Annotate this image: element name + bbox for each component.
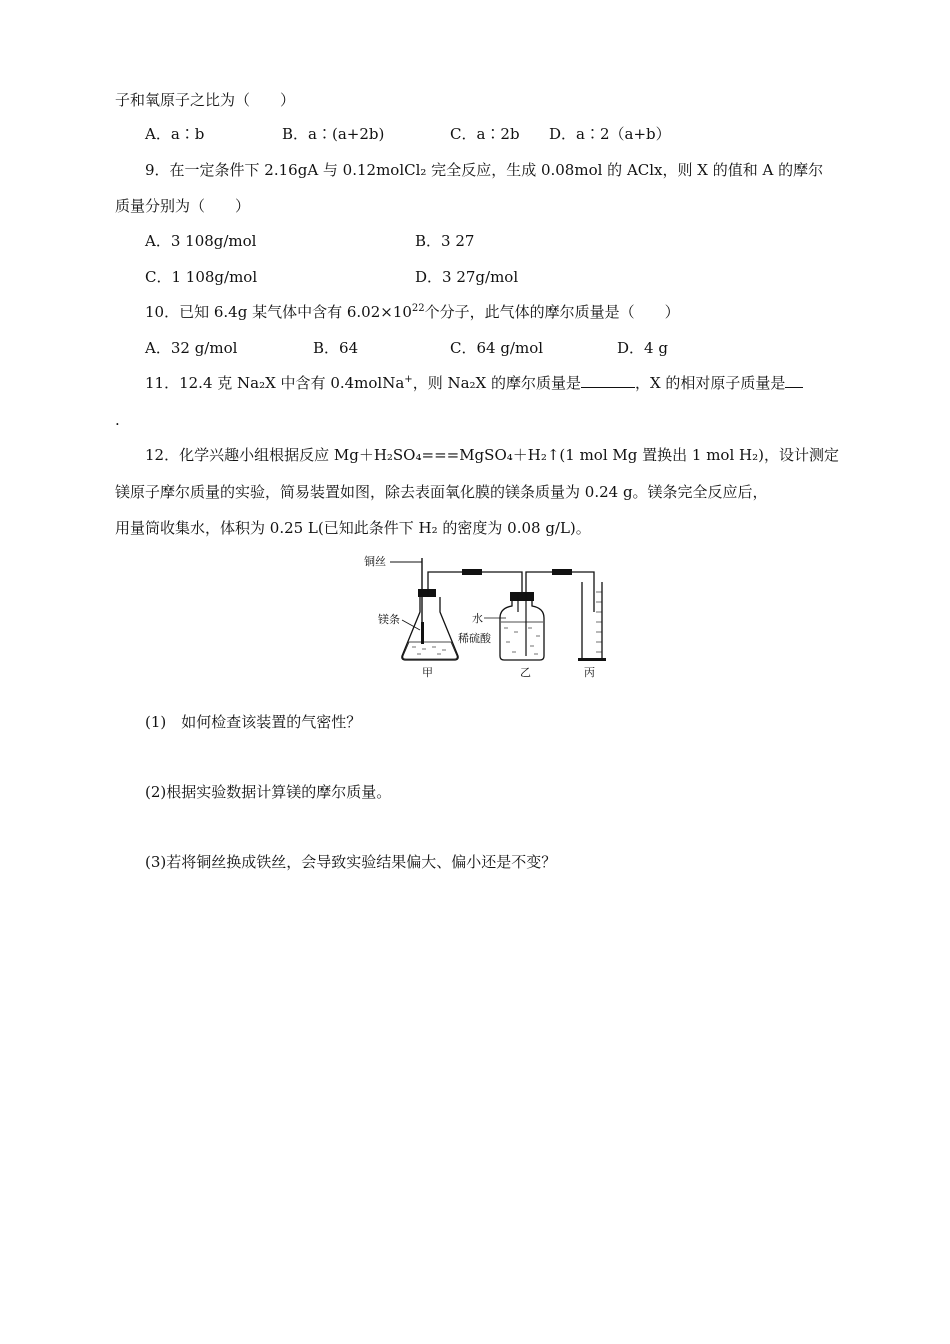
rubber-joint-2 xyxy=(552,569,572,575)
q9-option-d: D．3 27g/mol xyxy=(415,268,519,286)
q8-option-d: D．a∶2（a+b） xyxy=(549,125,671,143)
q11-charge: + xyxy=(404,374,413,385)
label-flask-a: 甲 xyxy=(422,666,433,679)
q12-stem-line2: 镁原子摩尔质量的实验，简易装置如图，除去表面氧化膜的镁条质量为 0.24 g。镁条完全反应后， xyxy=(115,483,768,501)
label-dilute-acid: 稀硫酸 xyxy=(458,632,491,645)
rubber-joint-1 xyxy=(462,569,482,575)
bottle-b xyxy=(500,592,544,660)
q10-option-a: A．32 g/mol xyxy=(145,339,238,357)
label-water: 水 xyxy=(472,612,483,625)
flask-a xyxy=(402,576,458,660)
q12-subquestion-1: (1) 如何检查该装置的气密性？ xyxy=(145,713,362,731)
apparatus-diagram xyxy=(362,552,612,682)
q9-option-a: A．3 108g/mol xyxy=(145,232,257,250)
label-copper-wire: 铜丝 xyxy=(364,555,386,568)
q11-answer-blank-2[interactable] xyxy=(785,373,803,388)
label-magnesium: 镁条 xyxy=(378,613,400,626)
q11-answer-blank-1[interactable] xyxy=(581,373,635,388)
q12-subquestion-2: (2)根据实验数据计算镁的摩尔质量。 xyxy=(145,783,392,801)
q11-stem-mid2: ，X 的相对原子质量是 xyxy=(634,374,786,392)
q9-option-c: C．1 108g/mol xyxy=(145,268,258,286)
q10-option-d: D．4 g xyxy=(617,339,668,357)
q9-option-b: B．3 27 xyxy=(415,232,475,250)
q9-stem-line2: 质量分别为（ ） xyxy=(115,197,251,215)
q11-stem-pre: 11．12.4 克 Na₂X 中含有 0.4molNa xyxy=(145,374,405,392)
q9-stem-line1: 9．在一定条件下 2.16gA 与 0.12molCl₂ 完全反应，生成 0.08mol 的 AClx，则 X 的值和 A 的摩尔 xyxy=(145,161,824,179)
q12-stem-line1: 12．化学兴趣小组根据反应 Mg＋H₂SO₄===MgSO₄＋H₂↑(1 mol Mg 置换出 1 mol H₂)，设计测定 xyxy=(145,446,839,464)
q11-stem-mid: ，则 Na₂X 的摩尔质量是 xyxy=(412,374,581,392)
q12-subquestion-3: (3)若将铜丝换成铁丝，会导致实验结果偏大、偏小还是不变？ xyxy=(145,853,557,871)
q10-exponent: 22 xyxy=(411,303,425,314)
q8-option-b: B．a∶(a+2b) xyxy=(282,125,385,143)
q10-option-c: C．64 g/mol xyxy=(450,339,544,357)
connecting-tube-2 xyxy=(526,572,594,612)
connecting-tube-1 xyxy=(428,572,522,594)
q11-stem-line2: . xyxy=(115,411,120,429)
label-bottle-b: 乙 xyxy=(520,666,531,679)
q10-option-b: B．64 xyxy=(313,339,359,357)
q8-option-c: C．a∶2b xyxy=(450,125,520,143)
q11-stem xyxy=(145,372,803,394)
q10-stem xyxy=(145,301,680,323)
graduated-cylinder-c xyxy=(578,582,606,661)
label-cylinder-c: 丙 xyxy=(584,666,595,679)
q12-stem-line3: 用量筒收集水，体积为 0.25 L(已知此条件下 H₂ 的密度为 0.08 g/L)。 xyxy=(115,519,591,537)
magnesium-ribbon xyxy=(421,622,424,644)
q8-option-a: A．a∶b xyxy=(145,125,205,143)
q10-stem-post: 个分子，此气体的摩尔质量是（ ） xyxy=(424,303,680,321)
q8-stem-line2: 子和氧原子之比为（ ） xyxy=(115,91,296,109)
q10-stem-pre: 10．已知 6.4g 某气体中含有 6.02×10 xyxy=(145,303,412,321)
